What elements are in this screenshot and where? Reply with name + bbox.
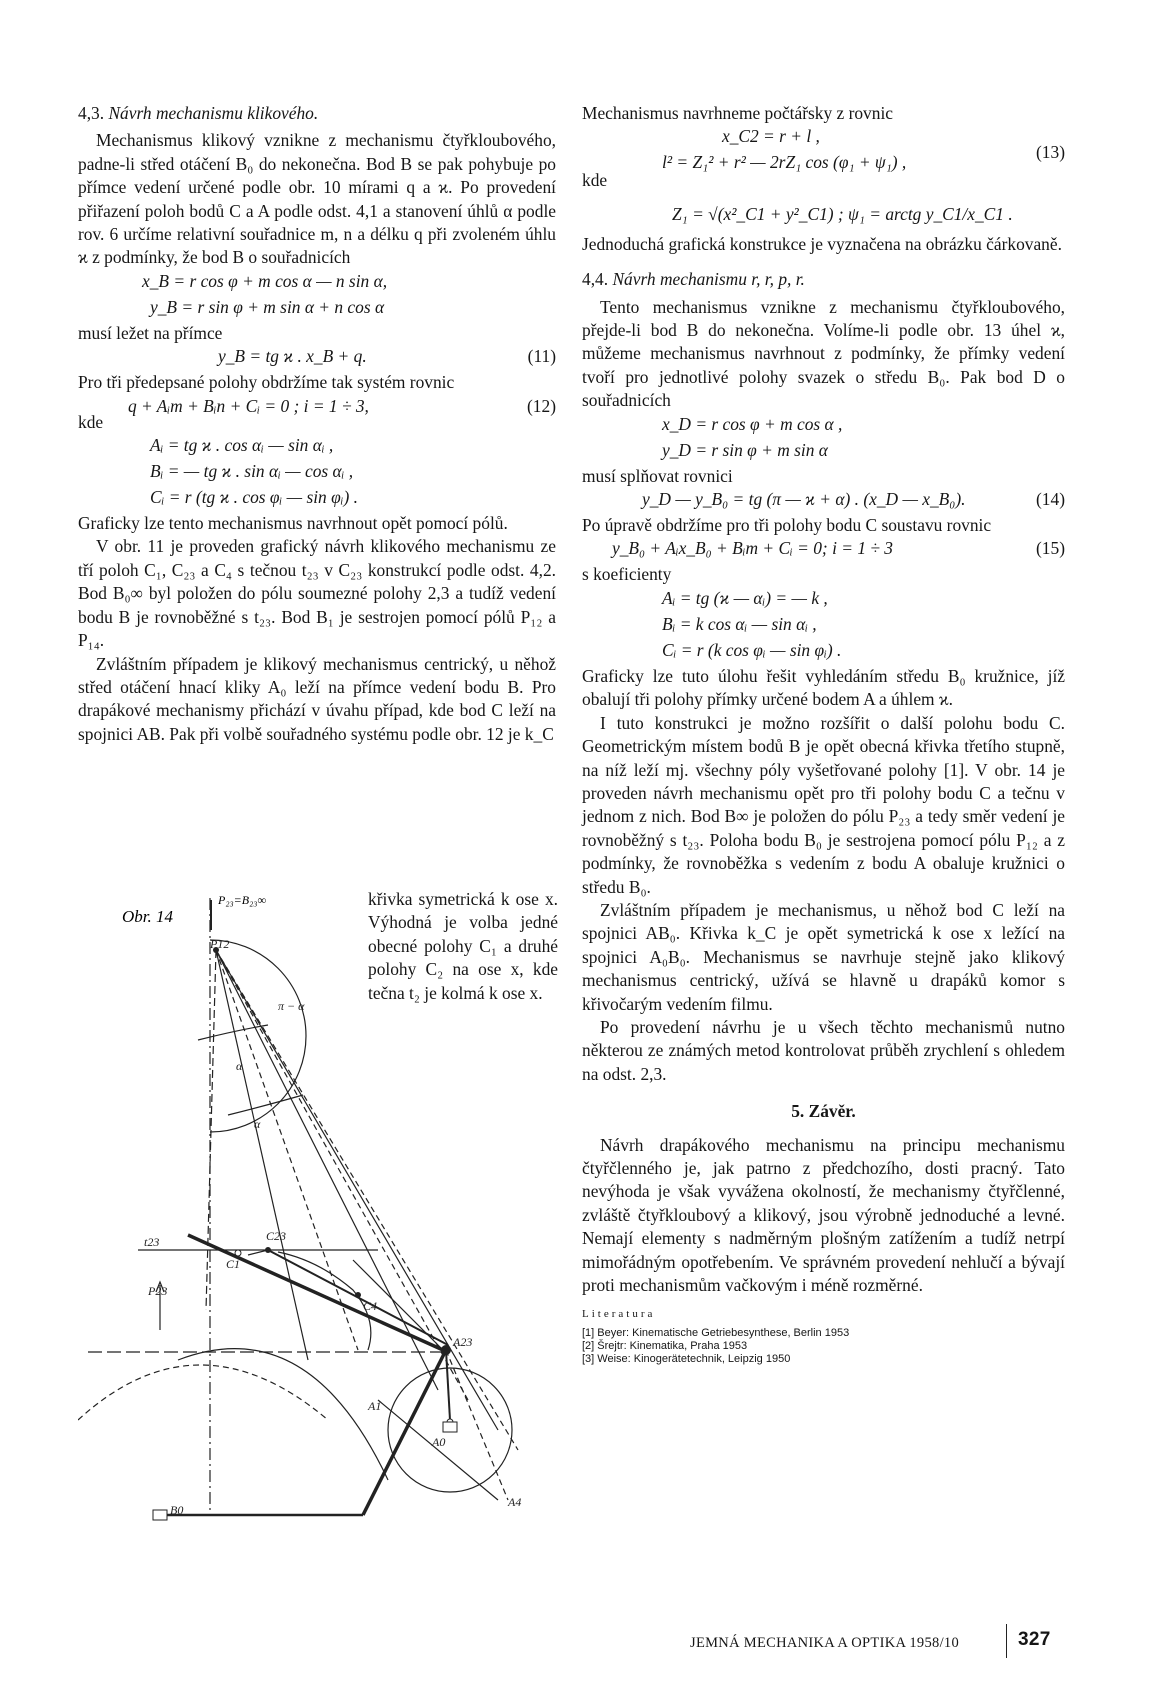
svg-text:π − α: π − α bbox=[278, 999, 305, 1013]
equation: Z₁ = √(x²_C1 + y²_C1) ; ψ₁ = arctg y_C1/x_C1 . bbox=[672, 203, 1013, 224]
section-heading-4-4: 4,4. Návrh mechanismu r, r, p, r. bbox=[582, 269, 805, 290]
paragraph: I tuto konstrukci je možno rozšířit o další polohu bodu C. Geometrickým místem bodů B je opět obecná křivka třetího stupně, na níž leží mj. všechny póly vyšetřované polohy [1]. V obr. 14 je proveden návrh mechanismu opět pro tři polohy bodu C a tečnu v jednom z nich. Bod B∞ je položen do pólu P₂₃ a tedy směr vedení je rovnoběžný s t₂₃. Poloha bodu B₀ je sestrojena pomocí pólu P₁₂ a z podmínky, že rovnoběžka s vedením z bodu A obaluje kružnici o středu B₀. bbox=[582, 712, 1065, 897]
svg-text:α: α bbox=[254, 1117, 261, 1131]
svg-text:A4: A4 bbox=[508, 1495, 522, 1509]
equation: x_D = r cos φ + m cos α , bbox=[662, 413, 843, 434]
svg-text:C23: C23 bbox=[266, 1229, 287, 1243]
equation-13: l² = Z₁² + r² — 2rZ₁ cos (φ₁ + ψ₁) , (13) bbox=[662, 142, 1065, 173]
equation: y_B = r sin φ + m sin α + n cos α bbox=[150, 296, 385, 317]
paragraph: musí ležet na přímce bbox=[78, 322, 223, 343]
literature-item: [1] Beyer: Kinematische Getriebesynthese, Berlin 1953 bbox=[582, 1326, 850, 1339]
paragraph: musí splňovat rovnici bbox=[582, 465, 733, 486]
literature-item: [3] Weise: Kinogerätetechnik, Leipzig 1950 bbox=[582, 1352, 791, 1365]
svg-text:α: α bbox=[236, 1059, 243, 1073]
equation: Aᵢ = tg (ϰ — αᵢ) = — k , bbox=[662, 587, 828, 608]
equation: Aᵢ = tg ϰ . cos αᵢ — sin αᵢ , bbox=[150, 435, 334, 456]
svg-text:C4: C4 bbox=[363, 1299, 378, 1313]
paragraph: Návrh drapákového mechanismu na principu mechanismu čtyřčlenného je, jak patrno z předchozího, dosti pracný. Tato nevýhoda je však vyvážena okolností, že mechanismy čtyřčlenné, zvláště čtyřkloubový a klikový, jsou výrobně jednoduché a levné. Nemají elementy s nadměrným plošným zatížením a tudíž netrpí mimořádným opotřebením. Ve správném provedení nehlučí a bývají proti mechanismům vačkovým i méně rozměrné. bbox=[582, 1134, 1065, 1296]
figure-14 bbox=[78, 890, 560, 1600]
paragraph: V obr. 11 je proveden grafický návrh klikového mechanismu ze tří poloh C₁, C₂₃ a C₄ s tečnou t₂₃ v C₂₃ konstrukcí podle odst. 4,2. Bod B₀∞ byl položen do pólu soumezné polohy 2,3 a tudíž vedení bodu B je rovnoběžné s t₂₃. Bod B₁ je sestrojen pomocí pólů P₁₂ a P₁₄. bbox=[78, 536, 556, 651]
equation: Bᵢ = k cos αᵢ — sin αᵢ , bbox=[662, 613, 817, 634]
section-heading-4-3: 4,3. Návrh mechanismu klikového. bbox=[78, 103, 319, 123]
left-column bbox=[78, 102, 556, 746]
equation: Cᵢ = r (k cos φᵢ — sin φᵢ) . bbox=[662, 639, 842, 660]
footer-divider bbox=[1006, 1624, 1007, 1658]
equation-12: q + Aᵢm + Bᵢn + Cᵢ = 0 ; i = 1 ÷ 3, (12) bbox=[128, 395, 556, 416]
equation-11: y_B = tg ϰ . x_B + q. (11) bbox=[218, 346, 556, 367]
paragraph: Mechanismus klikový vznikne z mechanismu čtyřkloubového, padne-li střed otáčení B₀ do nekonečna. Bod B se pak pohybuje po přímce vedení určené podle obr. 10 mírami q a ϰ. Po provedení přiřazení poloh bodů C a A podle odst. 4,1 a stanovení úhlů α podle rov. 6 určíme relativní souřadnice m, n a délku q při zvoleném úhlu ϰ z podmínky, že bod B o souřadnicích bbox=[78, 130, 556, 268]
equation: Cᵢ = r (tg ϰ . cos φᵢ — sin φᵢ) . bbox=[150, 487, 358, 508]
equation-14: y_D — y_B₀ = tg (π — ϰ + α) . (x_D — x_B₀). (14) bbox=[642, 489, 1065, 510]
paragraph: Mechanismus navrhneme počtářsky z rovnic bbox=[582, 103, 894, 123]
page-number: 327 bbox=[1018, 1629, 1051, 1650]
paragraph: Zvláštním případem je klikový mechanismus centrický, u něhož střed otáčení hnací kliky A₀ leží na přímce vedení bodu B. Pro drapákové mechanismy přichází v úvahu případ, kde bod C leží na spojnici AB. Pak při volbě souřadného systému podle obr. 12 je k_C bbox=[78, 653, 556, 744]
svg-text:A0: A0 bbox=[432, 1435, 446, 1449]
equation: x_B = r cos φ + m cos α — n sin α, bbox=[142, 270, 388, 291]
kde-label: kde bbox=[78, 411, 104, 432]
svg-text:B0: B0 bbox=[170, 1503, 184, 1517]
equation: x_C2 = r + l , bbox=[722, 126, 820, 147]
figure-side-text: křivka symetrická k ose x. Výhodná je volba jedné obecné polohy C₁ a druhé polohy C₂ na ose x, kde tečna t₂ je kolmá k ose x. bbox=[368, 889, 558, 1003]
right-column bbox=[582, 102, 1065, 1366]
paragraph: Graficky lze tuto úlohu řešit vyhledáním středu B₀ kružnice, jíž obalují tři polohy přímky určené bodem A a úhlem ϰ. bbox=[582, 665, 1065, 710]
paragraph: Pro tři předepsané polohy obdržíme tak systém rovnic bbox=[78, 372, 455, 393]
literature-item: [2] Šrejtr: Kinematika, Praha 1953 bbox=[582, 1339, 748, 1352]
figure-label: Obr. 14 bbox=[122, 907, 174, 926]
section-heading-title: Návrh mechanismu klikového. bbox=[108, 103, 319, 123]
kde-label: kde bbox=[582, 170, 608, 191]
svg-text:P23: P23 bbox=[148, 1284, 168, 1298]
equation: Bᵢ = — tg ϰ . sin αᵢ — cos αᵢ , bbox=[150, 461, 354, 482]
equation: y_D = r sin φ + m sin α bbox=[662, 439, 828, 460]
svg-text:A1: A1 bbox=[368, 1399, 382, 1413]
svg-text:C1: C1 bbox=[226, 1257, 241, 1271]
journal-name: JEMNÁ MECHANIKA A OPTIKA 1958/10 bbox=[690, 1635, 960, 1651]
equation-15: y_B₀ + Aᵢx_B₀ + Bᵢm + Cᵢ = 0; i = 1 ÷ 3 (15) bbox=[612, 538, 1065, 559]
paragraph: Po úpravě obdržíme pro tři polohy bodu C soustavu rovnic bbox=[582, 515, 992, 536]
literature-heading: Literatura bbox=[582, 1308, 656, 1321]
paragraph: Graficky lze tento mechanismus navrhnout opět pomocí pólů. bbox=[78, 513, 508, 534]
section-heading-5: 5. Závěr. bbox=[791, 1101, 856, 1122]
svg-text:P12: P12 bbox=[210, 937, 230, 951]
paragraph: Po provedení návrhu je u všech těchto mechanismů nutno některou ze známých metod kontrolovat průběh zrychlení s ohledem na odst. 2,3. bbox=[582, 1016, 1065, 1084]
paragraph: Zvláštním případem je mechanismus, u něhož bod C leží na spojnici AB₀. Křivka k_C je opět symetrická k ose x ležící na spojnici A₀B₀. Mechanismus se navrhuje stejně jako klikový mechanismus centrický, užívá se hlavně u drapáků komor s křivočarým vedením filmu. bbox=[582, 899, 1065, 1014]
paragraph: Tento mechanismus vznikne z mechanismu čtyřkloubového, přejde-li bod B do nekonečna. Volíme-li podle obr. 13 úhel ϰ, můžeme mechanismus navrhnout z podmínky, že přímky vedení tvoří pro jednotlivé polohy svazek o středu B₀. Pak bod D o souřadnicích bbox=[582, 296, 1065, 411]
svg-text:A23: A23 bbox=[453, 1335, 473, 1349]
paragraph: Jednoduchá grafická konstrukce je vyznačena na obrázku čárkovaně. bbox=[582, 233, 1062, 254]
paragraph: s koeficienty bbox=[582, 564, 672, 585]
section-heading-title: Návrh mechanismu r, r, p, r. bbox=[612, 269, 805, 290]
pole-label-p23-b23: P₂₃=B₂₃∞ bbox=[218, 893, 266, 907]
svg-text:t23: t23 bbox=[144, 1235, 160, 1249]
